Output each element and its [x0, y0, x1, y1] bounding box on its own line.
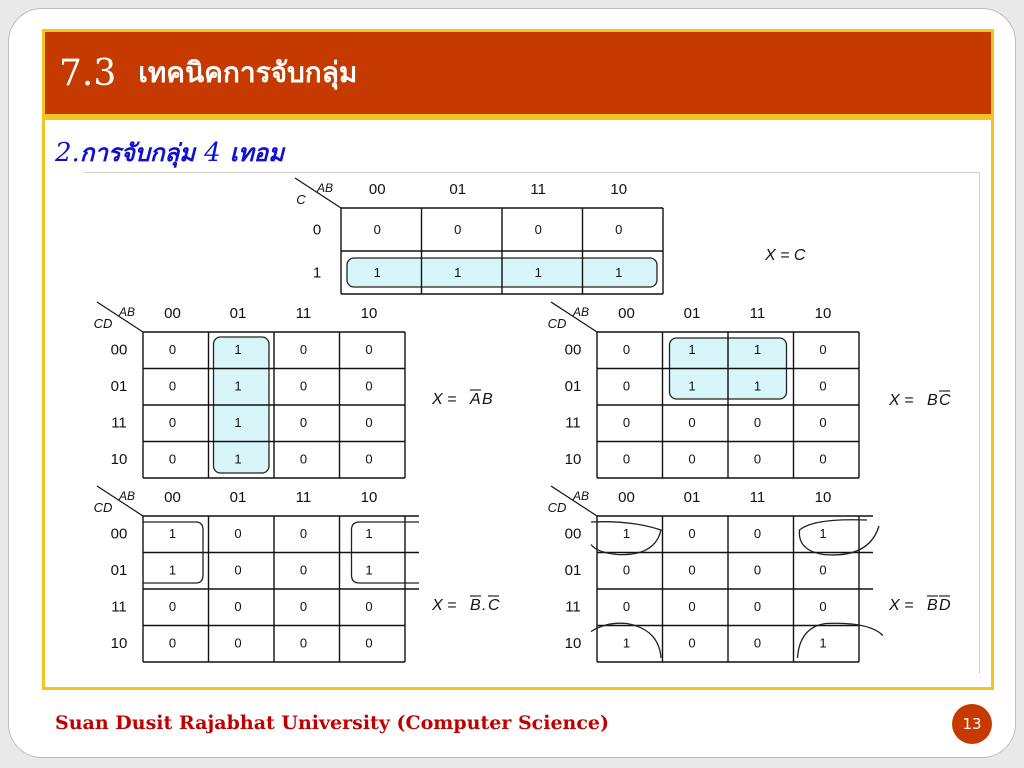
col-header: 00 [368, 181, 386, 198]
row-header: 11 [111, 414, 127, 432]
cell-value: 1 [819, 635, 827, 651]
col-header: 00 [618, 489, 635, 506]
row-variable-label: CD [547, 316, 567, 331]
section-number: 7.3 [59, 52, 117, 94]
cell-value: 1 [753, 378, 762, 394]
cell-value: 0 [753, 525, 762, 541]
cell-value: 0 [234, 635, 242, 651]
cell-value: 0 [819, 562, 827, 578]
col-header: 01 [449, 181, 467, 198]
cell-value: 0 [819, 378, 827, 394]
cell-value: 0 [299, 414, 308, 430]
cell-value: 0 [365, 451, 373, 467]
cell-value: 0 [688, 598, 696, 614]
cell-value: 0 [299, 451, 308, 467]
cell-value: 1 [234, 341, 242, 357]
subtitle-text: การจับกลุ่ม [79, 139, 196, 167]
cell-value: 1 [622, 635, 631, 651]
cell-value: 1 [622, 525, 631, 541]
kmap-abar-b [94, 302, 493, 478]
cell-value: 1 [168, 525, 177, 541]
col-header: 01 [229, 489, 247, 506]
cell-value: 0 [365, 378, 373, 394]
cell-value: 0 [168, 414, 177, 430]
cell-value: 0 [688, 635, 696, 651]
cell-value: 1 [365, 562, 373, 578]
cell-value: 1 [753, 341, 762, 357]
cell-value: 0 [753, 451, 762, 467]
row-header: 10 [564, 451, 582, 469]
row-header: 00 [564, 341, 582, 359]
col-header: 10 [814, 305, 832, 322]
kmap-b-cbar [548, 302, 951, 478]
row-header: 10 [110, 635, 128, 653]
cell-value: 0 [365, 341, 373, 357]
cell-value: 1 [168, 562, 177, 578]
cell-value: 0 [299, 635, 308, 651]
col-header: 00 [164, 489, 181, 506]
row-variable-label: CD [547, 500, 567, 515]
col-header: 01 [229, 305, 247, 322]
equation: X = C [765, 247, 806, 264]
cell-value: 0 [753, 562, 762, 578]
row-variable-label: C [296, 192, 306, 207]
row-header: 01 [564, 378, 582, 396]
cell-value: 0 [688, 451, 696, 467]
cell-value: 0 [299, 378, 308, 394]
equation: X = B.C [432, 597, 500, 614]
col-header: 10 [610, 181, 628, 198]
row-header: 10 [110, 451, 128, 469]
col-variable-label: AB [316, 181, 334, 195]
kmap-bbar-dbar [548, 486, 951, 662]
row-header: 00 [110, 525, 128, 543]
cell-value: 0 [299, 598, 308, 614]
subtitle-count: 4 [204, 138, 221, 168]
cell-value: 1 [615, 264, 623, 280]
cell-value: 0 [299, 525, 308, 541]
cell-value: 0 [615, 221, 623, 237]
cell-value: 1 [234, 451, 242, 467]
cell-value: 0 [299, 562, 308, 578]
cell-value: 0 [168, 451, 177, 467]
col-variable-label: AB [572, 489, 590, 503]
col-header: 10 [360, 489, 378, 506]
cell-value: 1 [234, 414, 242, 430]
cell-value: 0 [622, 598, 631, 614]
row-header: 00 [564, 525, 582, 543]
cell-value: 0 [622, 341, 631, 357]
col-header: 11 [749, 489, 766, 506]
col-variable-label: AB [572, 305, 590, 319]
cell-value: 0 [365, 635, 373, 651]
cell-value: 0 [819, 451, 827, 467]
cell-value: 0 [373, 221, 381, 237]
row-header: 0 [312, 221, 322, 239]
row-header: 11 [565, 598, 581, 616]
cell-value: 0 [299, 341, 308, 357]
cell-value: 1 [373, 264, 381, 280]
col-header: 01 [683, 305, 701, 322]
cell-value: 0 [234, 598, 242, 614]
cell-value: 0 [622, 378, 631, 394]
col-header: 00 [164, 305, 181, 322]
row-variable-label: CD [93, 316, 113, 331]
cell-value: 0 [622, 451, 631, 467]
equation: X = AB [432, 391, 493, 408]
cell-value: 0 [819, 598, 827, 614]
cell-value: 0 [819, 414, 827, 430]
cell-value: 0 [168, 598, 177, 614]
col-variable-label: AB [118, 305, 136, 319]
cell-value: 1 [365, 525, 373, 541]
row-header: 10 [564, 635, 582, 653]
cell-value: 0 [365, 598, 373, 614]
col-header: 00 [618, 305, 635, 322]
cell-value: 0 [753, 598, 762, 614]
equation: X = BC [889, 392, 951, 409]
cell-value: 0 [688, 414, 696, 430]
cell-value: 1 [819, 525, 827, 541]
cell-value: 0 [819, 341, 827, 357]
row-header: 1 [312, 264, 322, 282]
cell-value: 1 [234, 378, 242, 394]
subtitle-number: 2. [55, 138, 80, 168]
col-header: 01 [683, 489, 701, 506]
col-header: 10 [814, 489, 832, 506]
row-header: 11 [111, 598, 127, 616]
cell-value: 0 [234, 525, 242, 541]
col-variable-label: AB [118, 489, 136, 503]
kmap-bbar-cbar [94, 486, 500, 662]
equation: X = BD [889, 597, 951, 614]
row-header: 01 [564, 562, 582, 580]
cell-value: 0 [365, 414, 373, 430]
kmap-3var [295, 178, 806, 294]
row-header: 11 [565, 414, 581, 432]
cell-value: 0 [168, 378, 177, 394]
cell-value: 0 [688, 562, 696, 578]
col-header: 11 [530, 181, 547, 198]
cell-value: 0 [688, 525, 696, 541]
cell-value: 0 [622, 562, 631, 578]
cell-value: 1 [534, 264, 542, 280]
cell-value: 0 [753, 414, 762, 430]
col-header: 11 [295, 489, 312, 506]
cell-value: 1 [688, 378, 696, 394]
cell-value: 0 [168, 341, 177, 357]
col-header: 11 [295, 305, 312, 322]
row-header: 00 [110, 341, 128, 359]
row-variable-label: CD [93, 500, 113, 515]
cell-value: 0 [168, 635, 177, 651]
group-outline [798, 623, 884, 658]
cell-value: 0 [234, 562, 242, 578]
cell-value: 0 [622, 414, 631, 430]
cell-value: 0 [454, 221, 462, 237]
page-number-badge: 13 [952, 704, 992, 744]
row-header: 01 [110, 562, 128, 580]
slide-title: เทคนิคการจับกลุ่ม [138, 56, 358, 89]
footer-institution: Suan Dusit Rajabhat University (Computer Science) [55, 712, 610, 734]
cell-value: 0 [753, 635, 762, 651]
subtitle-suffix: เทอม [229, 139, 285, 167]
cell-value: 1 [688, 341, 696, 357]
cell-value: 1 [454, 264, 462, 280]
col-header: 10 [360, 305, 378, 322]
cell-value: 0 [534, 221, 542, 237]
group-outline [799, 520, 879, 555]
row-header: 01 [110, 378, 128, 396]
col-header: 11 [749, 305, 766, 322]
